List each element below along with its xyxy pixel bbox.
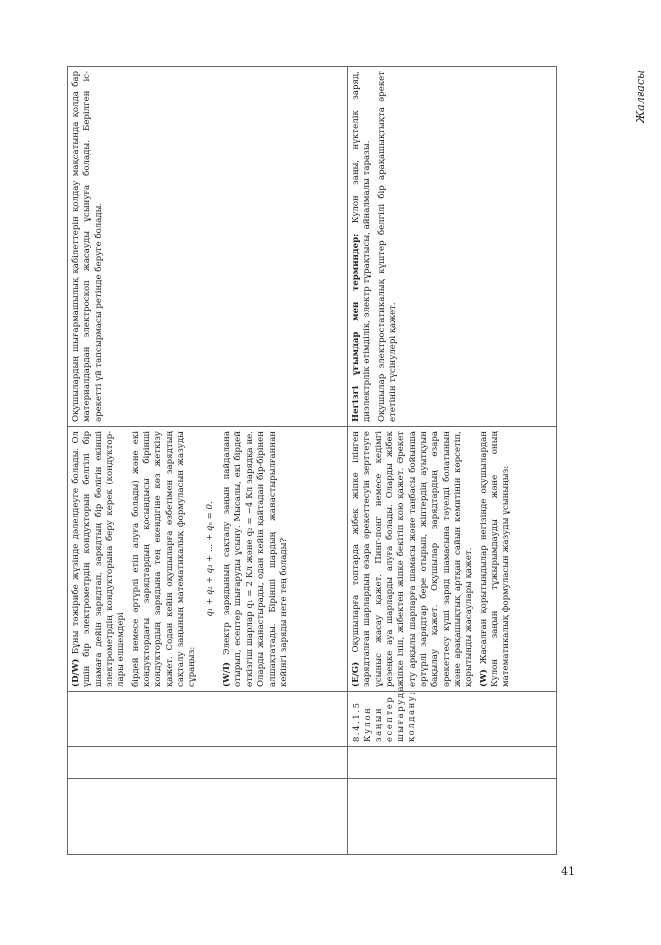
table-row [348, 67, 557, 855]
notes-cell [68, 67, 348, 427]
note-paragraph: Негізгі ұғымдар мен терминдер: Кулон заңы, нүктелік заряд, диэлектрлік өтімділік, электр тұрақтысы, айналмалы таразы. [351, 71, 373, 422]
lesson-plan-table [67, 66, 557, 855]
empty-cell [68, 779, 348, 855]
task-paragraph: (W/I) Электр зарядының сақталу заңын пайдалана отырып, есептер шығаруды ұсыну. Мысалы, екі бірдей өткізгіш шарлар q₁ = 2 Кл және q₂ = −4 Кл зарядқа ие. Оларды жанастырады, одан кейін қайтадан бір-бірінен алшақтатады. Біріншi шардың жанастырылғаннан кейінгі заряды неге тең болады? [222, 431, 289, 687]
task-tag: (W/I) [222, 662, 233, 687]
page-number: 41 [561, 865, 575, 878]
objective-text: 8.4.1.5 Кулон заңын есептер шығаруда қолдану; [351, 684, 417, 742]
objective-cell [348, 684, 557, 747]
task-paragraph: бірдей немесе әртүрлі етіп алуға болады) және екі кондуктордағы зарядтардың қосындысы біріншi кондуктордың зарядына тең екендігіне көз жеткізу қажет. Содан кейін оқушыларға өзбетімен зарядтың сақталу заңының математикалық формуласын жазуды сұраңыз: [130, 431, 198, 687]
task-tag: (W) [478, 669, 489, 687]
task-tag: (E/G) [351, 661, 361, 687]
task-paragraph: (W) Жасалған қорытындылар негізінде оқушылардан Кулон заңын тұжырымдауды және оның математикалық формуласын жазуды ұсыныңыз: [478, 431, 512, 687]
note-paragraph: Оқушылардың шығармашылық қабілеттерін қолдау мақсатында қолда бар материалдардан электроскоп жасауды ұсынуға болады. Берілген іс-әрекетті үй тапсырмасы ретінде беруге болады. [71, 71, 104, 422]
task-tag: (D/W) [71, 658, 81, 687]
objective-cell [68, 692, 348, 747]
notes-title: Негізгі ұғымдар мен терминдер: [351, 233, 361, 422]
task-paragraph: (E/G) Оқушыларға топтарда жібек жіпке ілінген зарядталған шарлардың өзара әрекеттесуін зерттеуге ұсыныс жасау қажет. Пинг-понг немесе кедімгі резеңке ауа шарларды алуға болады. Оларды жібек жіпке ілiп, жібектен жіпке бекітiп кою қажет. Әрекет ету арқылы шарларға шамасы және таңбасы бойынша әртүрлі зарядтар бере отырып, жiптердің ауытқуын бақылау қажет. Оқушылар зарядтардың өзара әрекеттесу күші заряд шамасына тәуелді болатынын және арақашықтық артқан сайын кемитінін көрсетіп, қорытынды жасаулары қажет. [351, 431, 475, 687]
empty-cell [348, 747, 557, 779]
tasks-cell [348, 427, 557, 692]
table-row [68, 67, 348, 855]
empty-cell [68, 747, 348, 779]
note-paragraph: Оқушылар электростатикалық күштер белгілі бір арақашықтықта әрекет ететінін түсінулері қажет. [376, 71, 399, 422]
empty-cell [348, 779, 557, 855]
task-paragraph: (D/W) Бұны тәжірибе жүзінде дәлелдеуге болады. Ол үшін бір электрометрдің кондукторын белгілі бір шамаға дейін зарядтап, зарядтың бір бөлігін екінші электрометрдің кондукторына беру керек (кондукторлары өлшемдері [71, 431, 127, 687]
rotated-page [67, 67, 557, 855]
formula: q₁ + q₂ + q₃ + ... + qₙ = 0. [204, 501, 215, 617]
tasks-cell [68, 427, 348, 692]
notes-cell [348, 67, 557, 427]
running-header: Жалғасы [634, 70, 647, 124]
